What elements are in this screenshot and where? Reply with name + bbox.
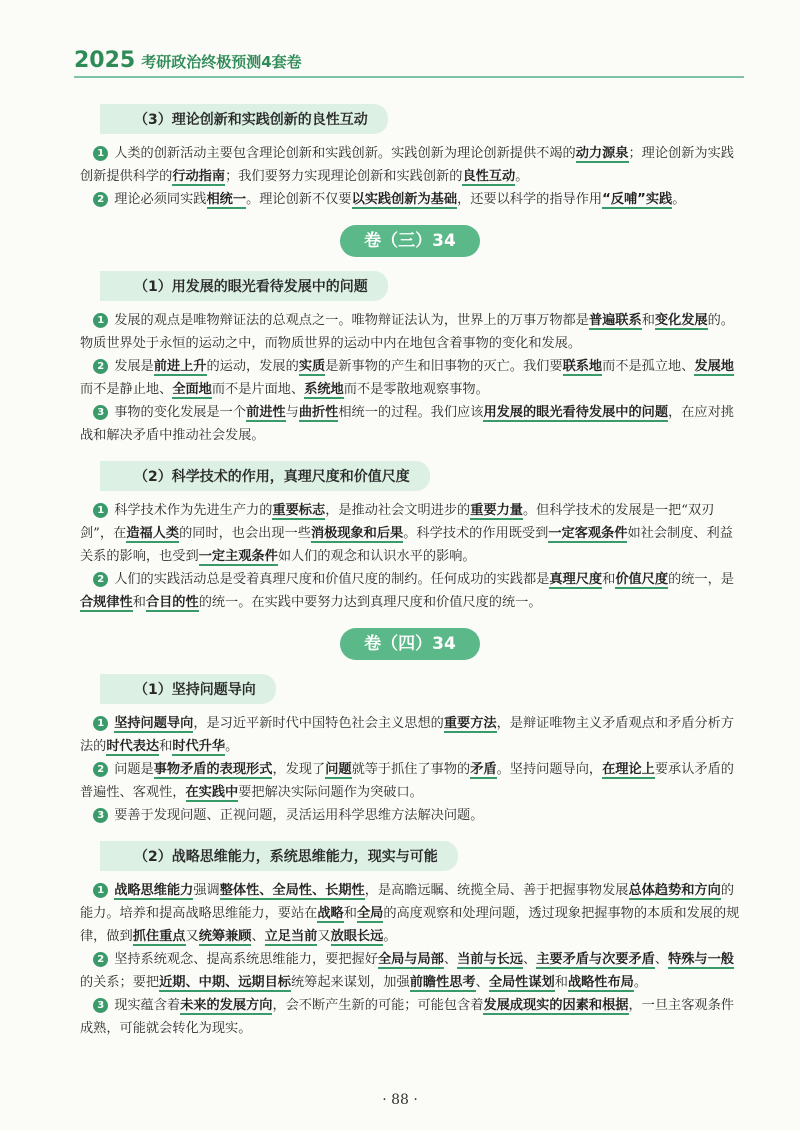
paragraph-text: 的能力。培养和提高战略思维能力，要站在 bbox=[80, 883, 734, 921]
paragraph-text: 和 bbox=[159, 739, 173, 754]
paragraph-text: ，一旦主客观条件成熟，可能就会转化为现实。 bbox=[80, 998, 734, 1036]
paragraph-text: 的同时，也会出现一些 bbox=[179, 526, 311, 541]
keyword-highlight: 前进上升 bbox=[153, 359, 207, 374]
keyword-highlight: 发展成现实的因素和根据 bbox=[483, 998, 629, 1013]
paragraph-text: 而不是片面地、 bbox=[211, 382, 305, 397]
paragraph-text: 。坚持问题导向， bbox=[496, 762, 603, 777]
keyword-highlight: 全局性谋划 bbox=[488, 975, 555, 990]
paragraph-text: 的统一。在实践中要努力达到真理尺度和价值尺度的统一。 bbox=[198, 595, 542, 610]
paragraph-text: 而不是孤立地、 bbox=[602, 359, 695, 374]
keyword-highlight: 合规律性 bbox=[80, 595, 133, 610]
volume-banner: 卷（四）34 bbox=[340, 628, 480, 660]
keyword-highlight: 发展地 bbox=[694, 359, 734, 374]
keyword-highlight: 当前与长远 bbox=[457, 952, 523, 967]
section-heading: （2）战略思维能力，系统思维能力，现实与可能 bbox=[100, 841, 458, 871]
keyword-highlight: 放眼长远 bbox=[330, 929, 384, 944]
paragraph-text: 、 bbox=[251, 929, 265, 944]
keyword-highlight: 统筹兼顾 bbox=[198, 929, 252, 944]
item-number-badge: 1 bbox=[93, 313, 108, 328]
item-number-badge: 2 bbox=[93, 952, 108, 967]
paragraph-text: 。理论创新不仅要 bbox=[246, 192, 352, 207]
paragraph-text: 发展是 bbox=[114, 359, 154, 374]
numbered-paragraph bbox=[80, 712, 740, 758]
keyword-highlight: 特殊与一般 bbox=[668, 952, 734, 967]
keyword-highlight: 行动指南 bbox=[172, 169, 226, 184]
numbered-paragraph bbox=[80, 568, 740, 614]
keyword-highlight: 重要方法 bbox=[443, 716, 497, 731]
paragraph-text: 要承认矛盾的普遍性、客观性， bbox=[80, 762, 734, 800]
keyword-highlight: 总体趋势和方向 bbox=[628, 883, 721, 898]
section-body bbox=[80, 142, 740, 211]
paragraph-text: 就等于抓住了事物的 bbox=[351, 762, 471, 777]
keyword-highlight: 时代升华 bbox=[172, 739, 226, 754]
header-divider bbox=[74, 76, 744, 78]
paragraph-text: ，在应对挑战和解决矛盾中推动社会发展。 bbox=[80, 405, 734, 443]
paragraph-text: 现实蕴含着 bbox=[114, 998, 181, 1013]
paragraph-text: ；理论创新为实践创新提供科学的 bbox=[80, 146, 734, 184]
numbered-paragraph bbox=[80, 804, 740, 827]
item-number-badge: 2 bbox=[93, 572, 108, 587]
paragraph-text: 。 bbox=[225, 739, 239, 754]
paragraph-text: 和 bbox=[641, 313, 655, 328]
keyword-highlight: 消极现象和后果 bbox=[310, 526, 404, 541]
keyword-highlight: 矛盾 bbox=[470, 762, 497, 777]
keyword-highlight: 重要标志 bbox=[272, 503, 326, 518]
item-number-badge: 3 bbox=[93, 808, 108, 823]
paragraph-text: 的高度观察和处理问题，透过现象把握事物的本质和发展的规律，做到 bbox=[80, 906, 740, 944]
keyword-highlight: 立足当前 bbox=[264, 929, 318, 944]
keyword-highlight: 问题 bbox=[325, 762, 352, 777]
keyword-highlight: 全面地 bbox=[172, 382, 212, 397]
paragraph-text: 的关系；要把 bbox=[80, 975, 160, 990]
paragraph-text: ，会不断产生新的可能；可能包含着 bbox=[272, 998, 484, 1013]
paragraph-text: 。 bbox=[672, 192, 686, 207]
paragraph-text: 问题是 bbox=[114, 762, 154, 777]
item-number-badge: 2 bbox=[93, 192, 108, 207]
keyword-highlight: 主要矛盾与次要矛盾 bbox=[536, 952, 655, 967]
paragraph-text: 和 bbox=[132, 595, 146, 610]
paragraph-text: ；我们要努力实现理论创新和实践创新的 bbox=[225, 169, 463, 184]
keyword-highlight: 未来的发展方向 bbox=[180, 998, 273, 1013]
keyword-highlight: 战略思维能力 bbox=[114, 883, 194, 898]
keyword-highlight: 合目的性 bbox=[145, 595, 199, 610]
section-body bbox=[80, 309, 740, 447]
keyword-highlight: 动力源泉 bbox=[575, 146, 629, 161]
paragraph-text: 发展的观点是唯物辩证法的总观点之一。唯物辩证法认为，世界上的万事万物都是 bbox=[114, 313, 589, 328]
page-number: · 88 · bbox=[382, 1092, 418, 1108]
section-heading: （3）理论创新和实践创新的良性互动 bbox=[100, 104, 388, 134]
keyword-highlight: 全局与局部 bbox=[377, 952, 444, 967]
paragraph-text: 、 bbox=[654, 952, 669, 967]
keyword-highlight: 近期、中期、远期目标 bbox=[159, 975, 291, 990]
keyword-highlight: 前进性 bbox=[246, 405, 286, 420]
item-number-badge: 1 bbox=[93, 716, 108, 731]
keyword-highlight: 实质 bbox=[298, 359, 326, 374]
numbered-paragraph bbox=[80, 401, 740, 447]
section-heading: （2）科学技术的作用，真理尺度和价值尺度 bbox=[100, 461, 430, 491]
header-title: 考研政治终极预测4套卷 bbox=[141, 53, 302, 71]
keyword-highlight: 在实践中 bbox=[185, 785, 239, 800]
section-body bbox=[80, 879, 740, 1040]
numbered-paragraph bbox=[80, 499, 740, 568]
paragraph-text: 人类的创新活动主要包含理论创新和实践创新。实践创新为理论创新提供不竭的 bbox=[114, 146, 576, 161]
paragraph-text: ，是推动社会文明进步的 bbox=[325, 503, 471, 518]
paragraph-text: 要善于发现问题、正视问题，灵活运用科学思维方法解决问题。 bbox=[114, 808, 484, 823]
keyword-highlight: 联系地 bbox=[562, 359, 603, 374]
item-number-badge: 1 bbox=[93, 883, 108, 898]
keyword-highlight: “反哺”实践 bbox=[602, 192, 673, 207]
keyword-highlight: 整体性、全局性、长期性 bbox=[219, 883, 365, 898]
keyword-highlight: 时代表达 bbox=[106, 739, 160, 754]
numbered-paragraph bbox=[80, 948, 740, 994]
paragraph-text: 而不是零散地观察事物。 bbox=[343, 382, 489, 397]
paragraph-text: 强调 bbox=[193, 883, 220, 898]
paragraph-text: 的。物质世界处于永恒的运动之中，而物质世界的运动中内在地包含着事物的变化和发展。 bbox=[80, 313, 734, 351]
paragraph-text: 的统一，是 bbox=[668, 572, 734, 587]
paragraph-text: 、 bbox=[443, 952, 458, 967]
numbered-paragraph bbox=[80, 309, 740, 355]
paragraph-text: 如人们的观念和认识水平的影响。 bbox=[277, 549, 476, 564]
paragraph-text: 要把解决实际问题作为突破口。 bbox=[238, 785, 423, 800]
keyword-highlight: 曲折性 bbox=[298, 405, 339, 420]
paragraph-text: 、 bbox=[523, 952, 537, 967]
paragraph-text: ，是习近平新时代中国特色社会主义思想的 bbox=[193, 716, 444, 731]
section-heading: （1）坚持问题导向 bbox=[100, 674, 276, 704]
keyword-highlight: 全局 bbox=[356, 906, 384, 921]
paragraph-text: 如社会制度、利益关系的影响，也受到 bbox=[80, 526, 733, 564]
paragraph-text: 相统一的过程。我们应该 bbox=[338, 405, 484, 420]
paragraph-text: 、 bbox=[475, 975, 489, 990]
header-year: 2025 bbox=[74, 48, 136, 73]
numbered-paragraph bbox=[80, 355, 740, 401]
item-number-badge: 3 bbox=[93, 405, 108, 420]
paragraph-text: 。 bbox=[383, 929, 397, 944]
section-heading: （1）用发展的眼光看待发展中的问题 bbox=[100, 271, 388, 301]
keyword-highlight: 战略性布局 bbox=[567, 975, 634, 990]
item-number-badge: 1 bbox=[93, 503, 108, 518]
item-number-badge: 2 bbox=[93, 762, 108, 777]
paragraph-text: 统筹起来谋划，加强 bbox=[291, 975, 410, 990]
keyword-highlight: 变化发展 bbox=[654, 313, 708, 328]
keyword-highlight: 用发展的眼光看待发展中的问题 bbox=[483, 405, 669, 420]
item-number-badge: 1 bbox=[93, 146, 108, 161]
keyword-highlight: 普遍联系 bbox=[588, 313, 642, 328]
item-number-badge: 3 bbox=[93, 998, 108, 1013]
paragraph-text: 。 bbox=[515, 169, 529, 184]
paragraph-text: ，发现了 bbox=[272, 762, 326, 777]
paragraph-text: 而不是静止地、 bbox=[80, 382, 173, 397]
keyword-highlight: 系统地 bbox=[304, 382, 344, 397]
paragraph-text: 和 bbox=[602, 572, 616, 587]
volume-banner: 卷（三）34 bbox=[340, 225, 480, 257]
numbered-paragraph bbox=[80, 758, 740, 804]
paragraph-text: 。 bbox=[633, 975, 648, 990]
paragraph-text: 。科学技术的作用既受到 bbox=[403, 526, 549, 541]
paragraph-text: 坚持系统观念、提高系统思维能力，要把握好 bbox=[114, 952, 378, 967]
keyword-highlight: 良性互动 bbox=[462, 169, 516, 184]
paragraph-text: 。但科学技术的发展是一把“双刃剑”，在 bbox=[80, 503, 715, 541]
keyword-highlight: 一定客观条件 bbox=[548, 526, 628, 541]
keyword-highlight: 前瞻性思考 bbox=[409, 975, 476, 990]
keyword-highlight: 造福人类 bbox=[126, 526, 180, 541]
keyword-highlight: 重要力量 bbox=[470, 503, 523, 518]
paragraph-text: 又 bbox=[185, 929, 199, 944]
keyword-highlight: 相统一 bbox=[206, 192, 247, 207]
keyword-highlight: 事物矛盾的表现形式 bbox=[153, 762, 273, 777]
keyword-highlight: 真理尺度 bbox=[549, 572, 603, 587]
paragraph-text: ，是辩证唯物主义矛盾观点和矛盾分析方法的 bbox=[80, 716, 734, 754]
keyword-highlight: 一定主观条件 bbox=[198, 549, 278, 564]
section-body bbox=[80, 499, 740, 614]
paragraph-text: 科学技术作为先进生产力的 bbox=[114, 503, 273, 518]
numbered-paragraph bbox=[80, 142, 740, 188]
paragraph-text: 人们的实践活动总是受着真理尺度和价值尺度的制约。任何成功的实践都是 bbox=[114, 572, 550, 587]
numbered-paragraph bbox=[80, 879, 740, 948]
item-number-badge: 2 bbox=[93, 359, 108, 374]
content-body bbox=[80, 104, 740, 1054]
page-header bbox=[74, 48, 302, 73]
numbered-paragraph bbox=[80, 188, 740, 211]
keyword-highlight: 以实践创新为基础 bbox=[351, 192, 458, 207]
keyword-highlight: 抓住重点 bbox=[132, 929, 186, 944]
keyword-highlight: 坚持问题导向 bbox=[114, 716, 194, 731]
paragraph-text: 和 bbox=[343, 906, 357, 921]
keyword-highlight: 战略 bbox=[317, 906, 344, 921]
paragraph-text: ，还要以科学的指导作用 bbox=[457, 192, 603, 207]
paragraph-text: 又 bbox=[317, 929, 331, 944]
keyword-highlight: 在理论上 bbox=[602, 762, 655, 777]
paragraph-text: 的运动，发展的 bbox=[206, 359, 299, 374]
numbered-paragraph bbox=[80, 994, 740, 1040]
paragraph-text: 与 bbox=[285, 405, 299, 420]
paragraph-text: 理论必须同实践 bbox=[114, 192, 207, 207]
paragraph-text: 事物的变化发展是一个 bbox=[114, 405, 247, 420]
paragraph-text: 和 bbox=[554, 975, 568, 990]
section-body bbox=[80, 712, 740, 827]
paragraph-text: ，是高瞻远瞩、统揽全局、善于把握事物发展 bbox=[364, 883, 629, 898]
keyword-highlight: 价值尺度 bbox=[615, 572, 669, 587]
paragraph-text: 是新事物的产生和旧事物的灭亡。我们要 bbox=[325, 359, 563, 374]
